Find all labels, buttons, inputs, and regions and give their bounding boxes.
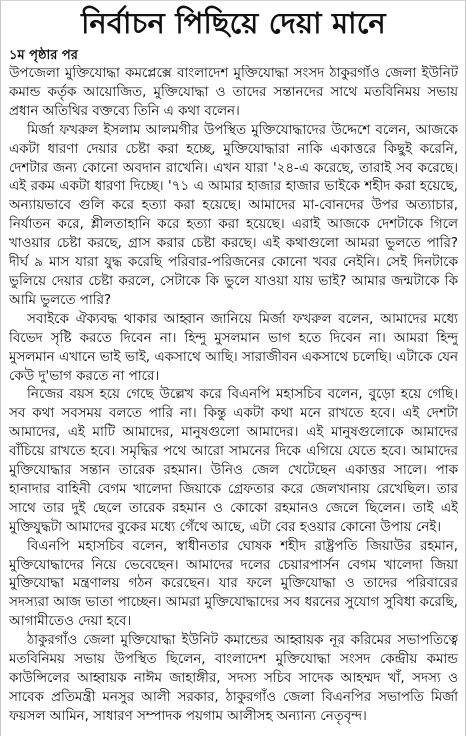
article-paragraph-4: নিজের বয়স হয়ে গেছে উল্লেখ করে বিএনপি মহাসচিব বলেন, বুড়ো হয়ে গেছি। সব কথা সবসময় বলতে পারি না। কিন্তু একটা কথা মনে রাখতে হবে। এই দেশটা আমাদের, এই মাটি আমাদের, মানুষগুলো আমাদের। এই মানুষগুলোকে আমাদের বাঁচিয়ে রাখতে হবে। সমৃদ্ধির পথে আরো সামনের দিকে এগিয়ে যেতে হবে। আমাদের মুক্তিযোদ্ধার সন্তান তারেক রহমান। উনিও জেল খেটেছেন একাত্তর সালে। পাক হানাদার বাহিনী বেগম খালেদা জিয়াকে গ্রেফতার করে জেলখানায় রেখেছিল। তার সাথে তার দুই ছেলে তারেক রহমান ও কোকো রহমানও জেলে ছিলেন। তাই এই মুক্তিযুদ্ধটা আমাদের বুকের মধ্যে গেঁথে আছে, এটা বের হওয়ার কোনো উপায় নেই। (9, 387, 458, 535)
article-paragraph-2: মির্জা ফখরুল ইসলাম আলমগীর উপস্থিত মুক্তিযোদ্ধাদের উদ্দেশে বলেন, আজকে একটা ধারণা দেয়ার চেষ্টা করা হচ্ছে, মুক্তিযোদ্ধারা নাকি একাত্তরে কিছুই করেনি, দেশটার জন্য কোনো অবদান রাখেনি। এখন যারা '২৪-এ করেছে, তারাই সব করেছে। এই রকম একটা ধারণা দিচ্ছে। '৭১ এ আমার হাজার হাজার ভাইকে শহীদ করা হয়েছে, অন্যায়ভাবে গুলি করে হত্যা করা হয়েছে। আমাদের মা-বোনদের উপর অত্যাচার, নির্যাতন করে, শ্লীলতাহানি করে হত্যা করা হয়েছে। এরাই আজকে দেশটাকে গিলে খাওয়ার চেষ্টা করছে, গ্রাস করার চেষ্টা করছে। এই কথাগুলো আমরা ভুলতে পারি? দীর্ঘ ৯ মাস যারা যুদ্ধ করেছি পরিবার-পরিজনের কোনো খবর নেইনি। সেই দিনটাকে ভুলিয়ে দেয়ার চেষ্টা করলে, সেটাকে কি ভুলে যাওয়া যায় ভাই? আমার জন্মটাকে কি আমি ভুলতে পারি? (9, 122, 458, 308)
article-headline: নির্বাচন পিছিয়ে দেয়া মানে (81, 6, 386, 40)
article-paragraph-3: সবাইকে ঐক্যবদ্ধ থাকার আহ্বান জানিয়ে মির্জা ফখরুল বলেন, আমাদের মধ্যে বিভেদ সৃষ্টি করতে দিবেন না। হিন্দু মুসলমান ভাগ হতে দিবেন না। আমরা হিন্দু মুসলমান এখানে ভাই ভাই, একসাথে আছি। সারাজীবন একসাথে চলেছি। এটাকে যেন কেউ দু'ভাগ করতে না পারে। (9, 311, 458, 384)
article-body (9, 65, 458, 727)
article-paragraph-6: ঠাকুরগাঁও জেলা মুক্তিযোদ্ধা ইউনিট কমান্ডের আহ্বায়ক নূর করিমের সভাপতিত্বে মতবিনিময় সভায় উপস্থিত ছিলেন, বাংলাদেশ মুক্তিযোদ্ধা সংসদ কেন্দ্রীয় কমান্ড কাউন্সিলের আহ্বায়ক নাঈম জাহাঙ্গীর, সদস্য সচিব সাদেক আহম্মদ খাঁ, সদস্য ও সাবেক প্রতিমন্ত্রী মনসুর আলী সরকার, ঠাকুরগাঁও জেলা বিএনপির সভাপতি মির্জা ফয়সল আমিন, সাধারণ সম্পাদক পয়গাম আলীসহ অন্যান্য নেতৃবৃন্দ। (9, 633, 458, 724)
article-paragraph-1: উপজেলা মুক্তিযোদ্ধা কমপ্লেক্সে বাংলাদেশ মুক্তিযোদ্ধা সংসদ ঠাকুরগাঁও জেলা ইউনিট কমান্ড কর্তৃক আয়োজিত, মুক্তিযোদ্ধা ও তাদের সন্তানদের সাথে মতবিনিময় সভায় প্রধান অতিথির বক্তব্যে তিনি এ কথা বলেন। (9, 66, 458, 119)
article-paragraph-5: বিএনপি মহাসচিব বলেন, স্বাধীনতার ঘোষক শহীদ রাষ্ট্রপতি জিয়াউর রহমান, মুক্তিযোদ্ধাদের নিয়ে ভেবেছেন। আমাদের দলের চেয়ারপার্সন বেগম খালেদা জিয়া মুক্তিযোদ্ধা মন্ত্রণালয় গঠন করেছেন। যার ফলে মুক্তিযোদ্ধা ও তাদের পরিবারের সদস্যরা আজ ভাতা পাচ্ছেন। আমরা মুক্তিযোদ্ধাদের সব ধরনের সুযোগ সুবিধা করেছি, আগামীতেও দেয়া হবে। (9, 538, 458, 630)
continued-from-label: ১ম পৃষ্ঠার পর (9, 48, 78, 63)
